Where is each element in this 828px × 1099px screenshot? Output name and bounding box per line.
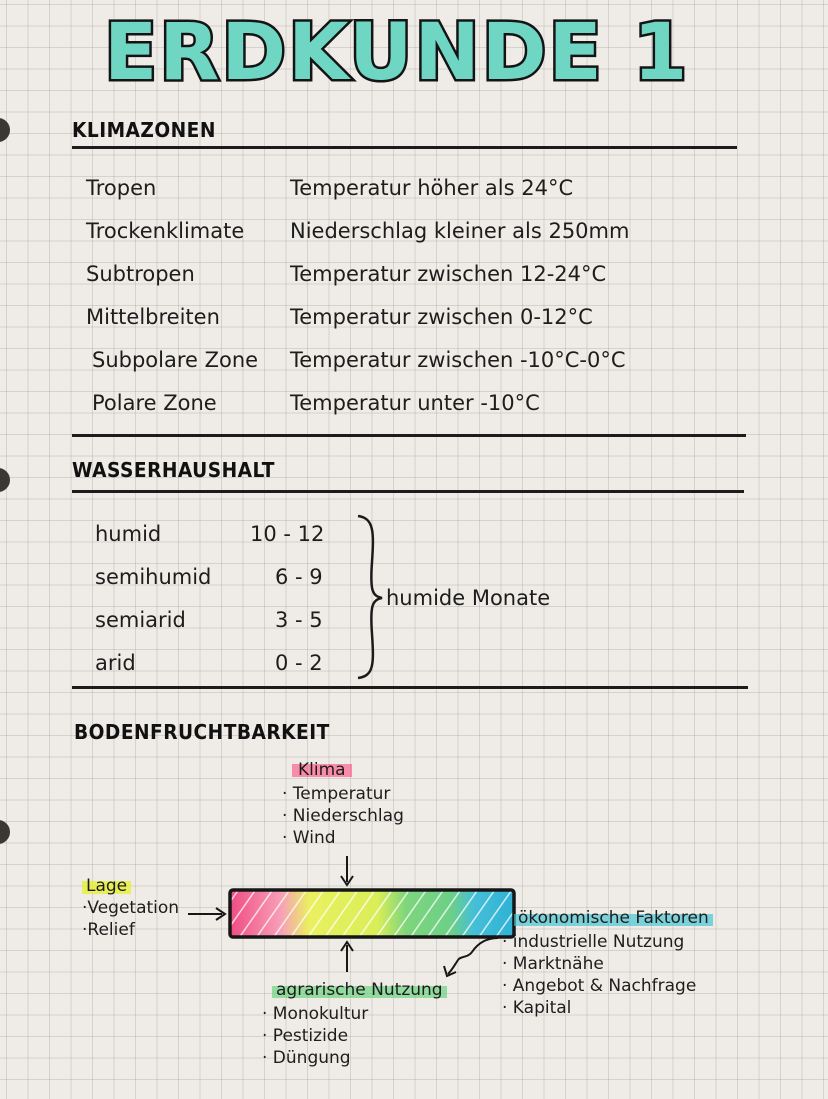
divider <box>72 434 746 437</box>
bracket-label: humide Monate <box>386 586 551 610</box>
punch-hole <box>0 820 10 844</box>
divider <box>72 490 744 493</box>
agrarisch-label <box>272 980 447 1000</box>
klima-label-text: Klima <box>292 760 352 780</box>
wasser-months: 3 - 5 <box>275 608 323 632</box>
klima-item: · Wind <box>282 828 336 848</box>
oekonomisch-label-text: ökonomische Faktoren <box>514 908 713 928</box>
oekonomisch-item: · Kapital <box>502 998 572 1018</box>
wasser-type: humid <box>95 522 162 546</box>
agrarisch-label-text: agrarische Nutzung <box>272 980 447 1000</box>
lage-label-text: Lage <box>82 876 131 896</box>
klima-item: · Niederschlag <box>282 806 404 826</box>
punch-hole <box>0 118 10 142</box>
klimazone-name: Polare Zone <box>92 391 217 415</box>
oekonomisch-item: · industrielle Nutzung <box>502 932 685 952</box>
klimazone-name: Tropen <box>86 176 157 200</box>
klimazone-name: Trockenklimate <box>86 219 245 243</box>
klimazone-desc: Temperatur unter -10°C <box>290 391 540 415</box>
wasser-months: 10 - 12 <box>250 522 325 546</box>
klimazone-desc: Temperatur zwischen -10°C-0°C <box>290 348 626 372</box>
section-heading-klimazonen: KLIMAZONEN <box>72 118 216 142</box>
wasser-months: 0 - 2 <box>275 651 323 675</box>
klimazone-desc: Niederschlag kleiner als 250mm <box>290 219 630 243</box>
punch-hole <box>0 468 10 492</box>
klimazone-name: Subpolare Zone <box>92 348 259 372</box>
klimazone-name: Mittelbreiten <box>86 305 220 329</box>
oekonomisch-item: · Marktnähe <box>502 954 604 974</box>
divider <box>72 146 737 149</box>
lage-label <box>82 876 131 896</box>
page-title: ERDKUNDE 1 <box>104 8 690 98</box>
agrarisch-item: · Pestizide <box>262 1026 349 1046</box>
wasser-type: arid <box>95 651 136 675</box>
wasser-type: semihumid <box>95 565 212 589</box>
divider <box>72 686 748 689</box>
klimazone-desc: Temperatur zwischen 12-24°C <box>290 262 607 286</box>
squiggle-arrow <box>436 930 506 982</box>
klimazone-name: Subtropen <box>86 262 195 286</box>
klima-label <box>292 760 352 780</box>
agrarisch-item: · Monokultur <box>262 1004 369 1024</box>
section-heading-wasserhaushalt: WASSERHAUSHALT <box>72 458 275 482</box>
oekonomisch-item: · Angebot & Nachfrage <box>502 976 697 996</box>
lage-item: ·Relief <box>82 920 135 940</box>
klima-item: · Temperatur <box>282 784 391 804</box>
klimazone-desc: Temperatur zwischen 0-12°C <box>290 305 593 329</box>
klimazone-desc: Temperatur höher als 24°C <box>290 176 574 200</box>
wasser-type: semiarid <box>95 608 186 632</box>
oekonomisch-label <box>514 908 713 928</box>
lage-item: ·Vegetation <box>82 898 180 918</box>
agrarisch-item: · Düngung <box>262 1048 351 1068</box>
wasser-months: 6 - 9 <box>275 565 323 589</box>
section-heading-bodenfruchtbarkeit: BODENFRUCHTBARKEIT <box>74 720 330 744</box>
